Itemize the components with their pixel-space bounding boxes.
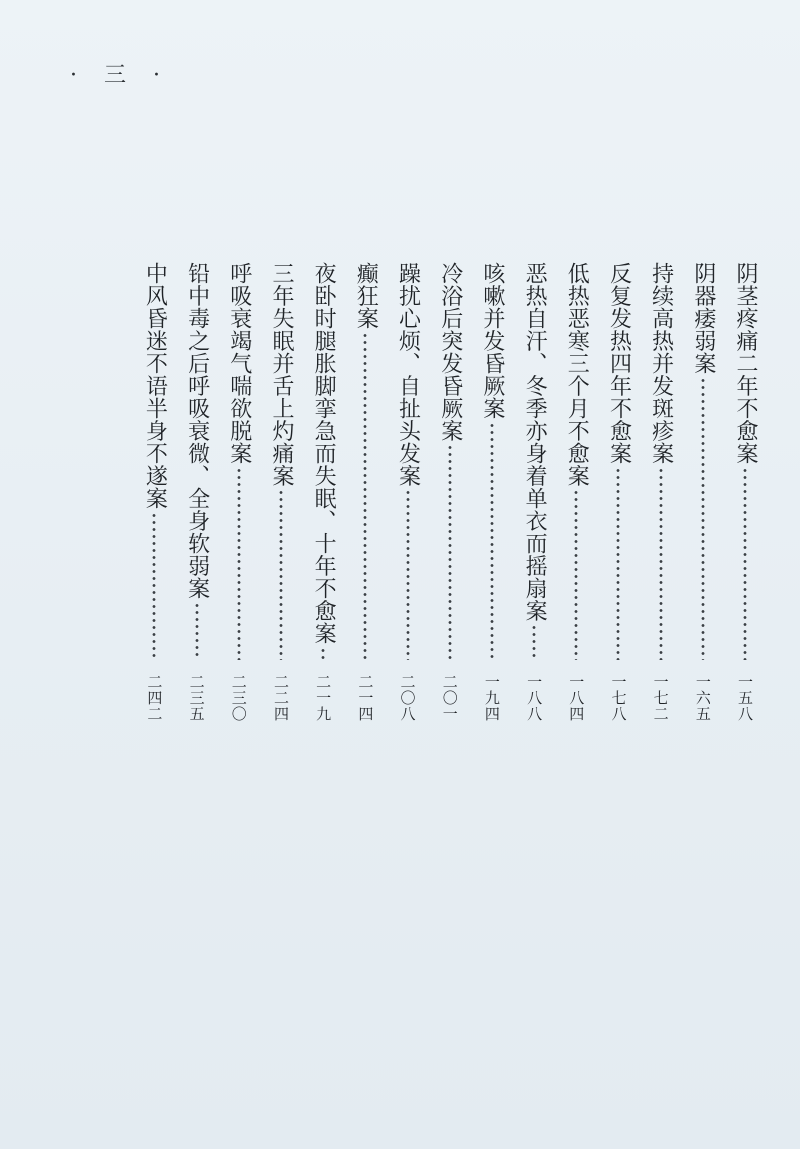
toc-dot-leader: [477, 420, 507, 661]
toc-entry-page: 二三五: [187, 674, 206, 722]
toc-dot-leader: [519, 622, 549, 660]
toc-entry[interactable]: [688, 262, 718, 722]
toc-entry-page: 二三〇: [229, 674, 248, 722]
toc-dot-leader: [182, 600, 212, 661]
toc-entry-title: 冷浴后突发昏厥案: [437, 262, 463, 442]
toc-entry-title: 低热恶寒三个月不愈案: [564, 262, 590, 487]
toc-entry-page: 二一四: [356, 674, 375, 722]
toc-dot-leader: [688, 375, 718, 661]
toc-entry[interactable]: [730, 262, 760, 722]
toc-dot-leader: [266, 487, 296, 660]
toc-entry[interactable]: [435, 262, 465, 722]
toc-entry[interactable]: [603, 262, 633, 722]
toc-entry[interactable]: [519, 262, 549, 722]
toc-entry-title: 反复发热四年不愈案: [606, 262, 632, 465]
toc-entry[interactable]: [224, 262, 254, 722]
toc-dot-leader: [435, 442, 465, 660]
toc-entry[interactable]: [561, 262, 591, 722]
toc-dot-leader: [308, 645, 338, 661]
toc-entry[interactable]: [646, 262, 676, 722]
toc-entry-title: 三年失眠并舌上灼痛案: [268, 262, 294, 487]
toc-dot-leader: [561, 487, 591, 660]
toc-entry-title: 阴茎疼痛二年不愈案: [733, 262, 758, 465]
toc-entry-page: 一八四: [567, 674, 586, 722]
toc-entry-page: 一七八: [609, 674, 628, 722]
toc-entry-page: 二〇八: [398, 674, 417, 722]
toc-entry[interactable]: [477, 262, 507, 722]
toc-dot-leader: [139, 510, 169, 661]
toc-entry-page: 二一九: [314, 674, 333, 722]
toc-entry-title: 咳嗽并发昏厥案: [479, 262, 505, 420]
toc-entry[interactable]: [182, 262, 212, 722]
toc-entry-page: 一六五: [693, 674, 712, 722]
toc-entry-title: 夜卧时腿胀脚挛急而失眠、十年不愈案: [311, 262, 337, 645]
toc-entry-page: 二四二: [145, 674, 164, 722]
toc-entry[interactable]: [393, 262, 423, 722]
toc-entry[interactable]: [308, 262, 338, 722]
toc-entry-page: 二二四: [271, 674, 290, 722]
toc-entry[interactable]: [350, 262, 380, 722]
toc-entry[interactable]: [266, 262, 296, 722]
toc-entry-title: 铅中毒之后呼吸衰微、全身软弱案: [184, 262, 210, 600]
toc-dot-leader: [224, 465, 254, 661]
toc-dot-leader: [603, 465, 633, 661]
toc-entry-title: 中风昏迷不语半身不遂案: [142, 262, 168, 510]
page-number-header: · 三 ·: [70, 63, 170, 88]
toc-entry-page: 二〇一: [440, 674, 459, 722]
toc-entry-title: 呼吸衰竭气喘欲脱案: [226, 262, 252, 465]
toc-entry-page: 一五八: [736, 674, 754, 722]
toc-entry-page: 一七二: [651, 674, 670, 722]
toc-dot-leader: [350, 330, 380, 661]
toc-entry-page: 一八八: [525, 674, 544, 722]
toc-dot-leader: [646, 465, 676, 661]
toc-dot-leader: [730, 465, 760, 661]
toc-entry-title: 恶热自汗、冬季亦身着单衣而摇扇案: [522, 262, 548, 622]
toc-entry-title: 阴器痿弱案: [690, 262, 716, 375]
toc-entry[interactable]: [139, 262, 169, 722]
toc-dot-leader: [393, 487, 423, 660]
toc-entry-page: 一九四: [482, 674, 501, 722]
toc-entry-title: 躁扰心烦、自扯头发案: [395, 262, 421, 487]
table-of-contents: [80, 262, 760, 722]
toc-entry-title: 持续高热并发斑疹案: [648, 262, 674, 465]
toc-entry-title: 癫狂案: [353, 262, 379, 330]
